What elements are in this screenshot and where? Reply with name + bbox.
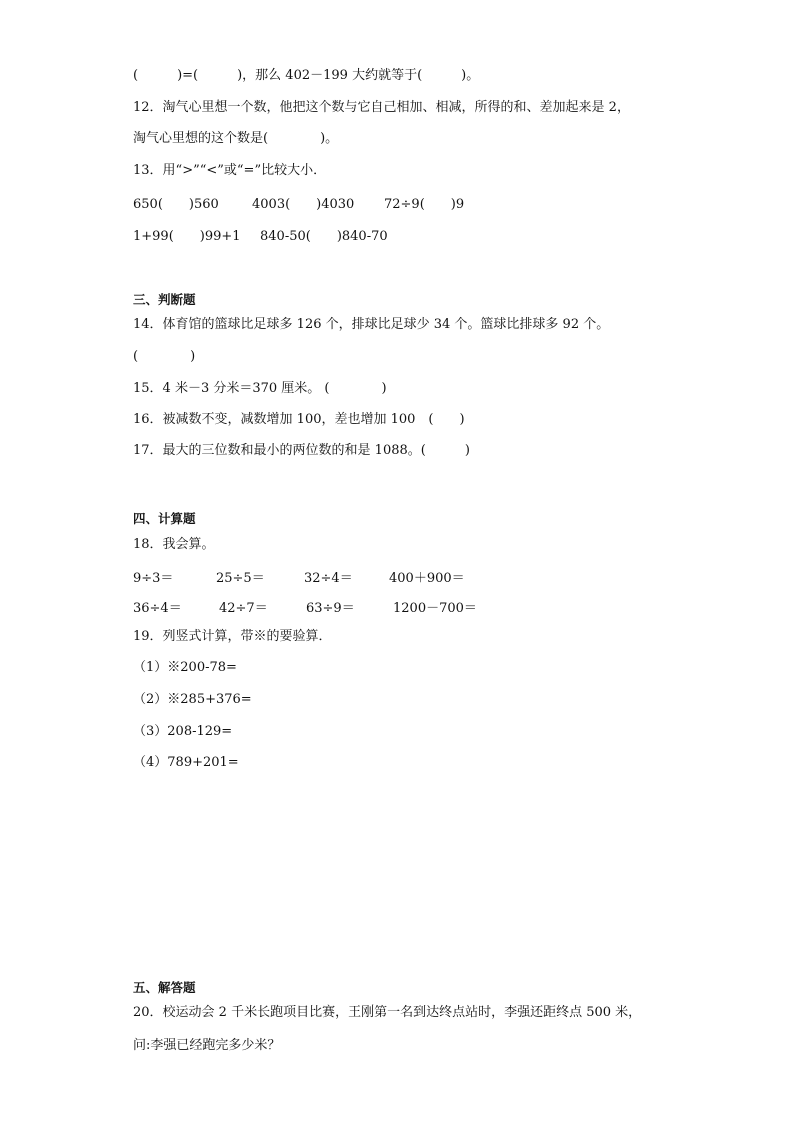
q20-line2: 问:李强已经跑完多少米？ xyxy=(133,1038,281,1053)
q13-item: 1+99( )99+1 xyxy=(133,229,241,244)
q19-prompt: 19．列竖式计算，带※的要验算． xyxy=(133,629,332,644)
q18-item: 1200－700＝ xyxy=(393,601,477,616)
q14-line2: ( ) xyxy=(133,349,196,364)
q18-item: 63÷9＝ xyxy=(306,601,355,616)
q18-item: 9÷3＝ xyxy=(133,571,174,586)
q18-prompt: 18．我会算。 xyxy=(133,537,215,552)
q19-item-2: （2）※285+376= xyxy=(133,692,252,707)
q13-item: 650( )560 xyxy=(133,197,219,212)
section-title-calculation: 四、计算题 xyxy=(133,511,196,526)
q13-item: 4003( )4030 xyxy=(252,197,355,212)
q18-item: 36÷4＝ xyxy=(133,601,182,616)
q15-text: 15．4 米－3 分米＝370 厘米。 ( ) xyxy=(133,381,387,396)
q18-item: 25÷5＝ xyxy=(216,571,265,586)
q18-item: 32÷4＝ xyxy=(304,571,353,586)
q19-item-1: （1）※200-78= xyxy=(133,660,237,675)
q12-line2: 淘气心里想的这个数是( )。 xyxy=(133,131,339,146)
q18-item: 400＋900＝ xyxy=(389,571,465,586)
q12-line1: 12．淘气心里想一个数，他把这个数与它自己相加、相减，所得的和、差加起来是 2， xyxy=(133,100,630,115)
section-title-word-problems: 五、解答题 xyxy=(133,980,196,995)
q19-item-3: （3）208-129= xyxy=(133,724,233,739)
q20-line1: 20．校运动会 2 千米长跑项目比赛，王刚第一名到达终点站时，李强还距终点 500 米， xyxy=(133,1005,642,1020)
q14-line1: 14．体育馆的篮球比足球多 126 个，排球比足球少 34 个。篮球比排球多 92 个。 xyxy=(133,317,610,332)
section-title-judgement: 三、判断题 xyxy=(133,292,196,307)
q16-text: 16．被减数不变，减数增加 100，差也增加 100 ( ) xyxy=(133,412,465,427)
q13-prompt: 13．用“>”“<”或“=”比较大小． xyxy=(133,163,327,178)
q19-item-4: （4）789+201= xyxy=(133,755,239,770)
q13-item: 840-50( )840-70 xyxy=(260,229,388,244)
q18-item: 42÷7＝ xyxy=(219,601,268,616)
q13-item: 72÷9( )9 xyxy=(384,197,465,212)
q17-text: 17．最大的三位数和最小的两位数的和是 1088。( ) xyxy=(133,443,470,458)
q11-tail-text: ( )=( )，那么 402－199 大约就等于( )。 xyxy=(133,68,480,83)
